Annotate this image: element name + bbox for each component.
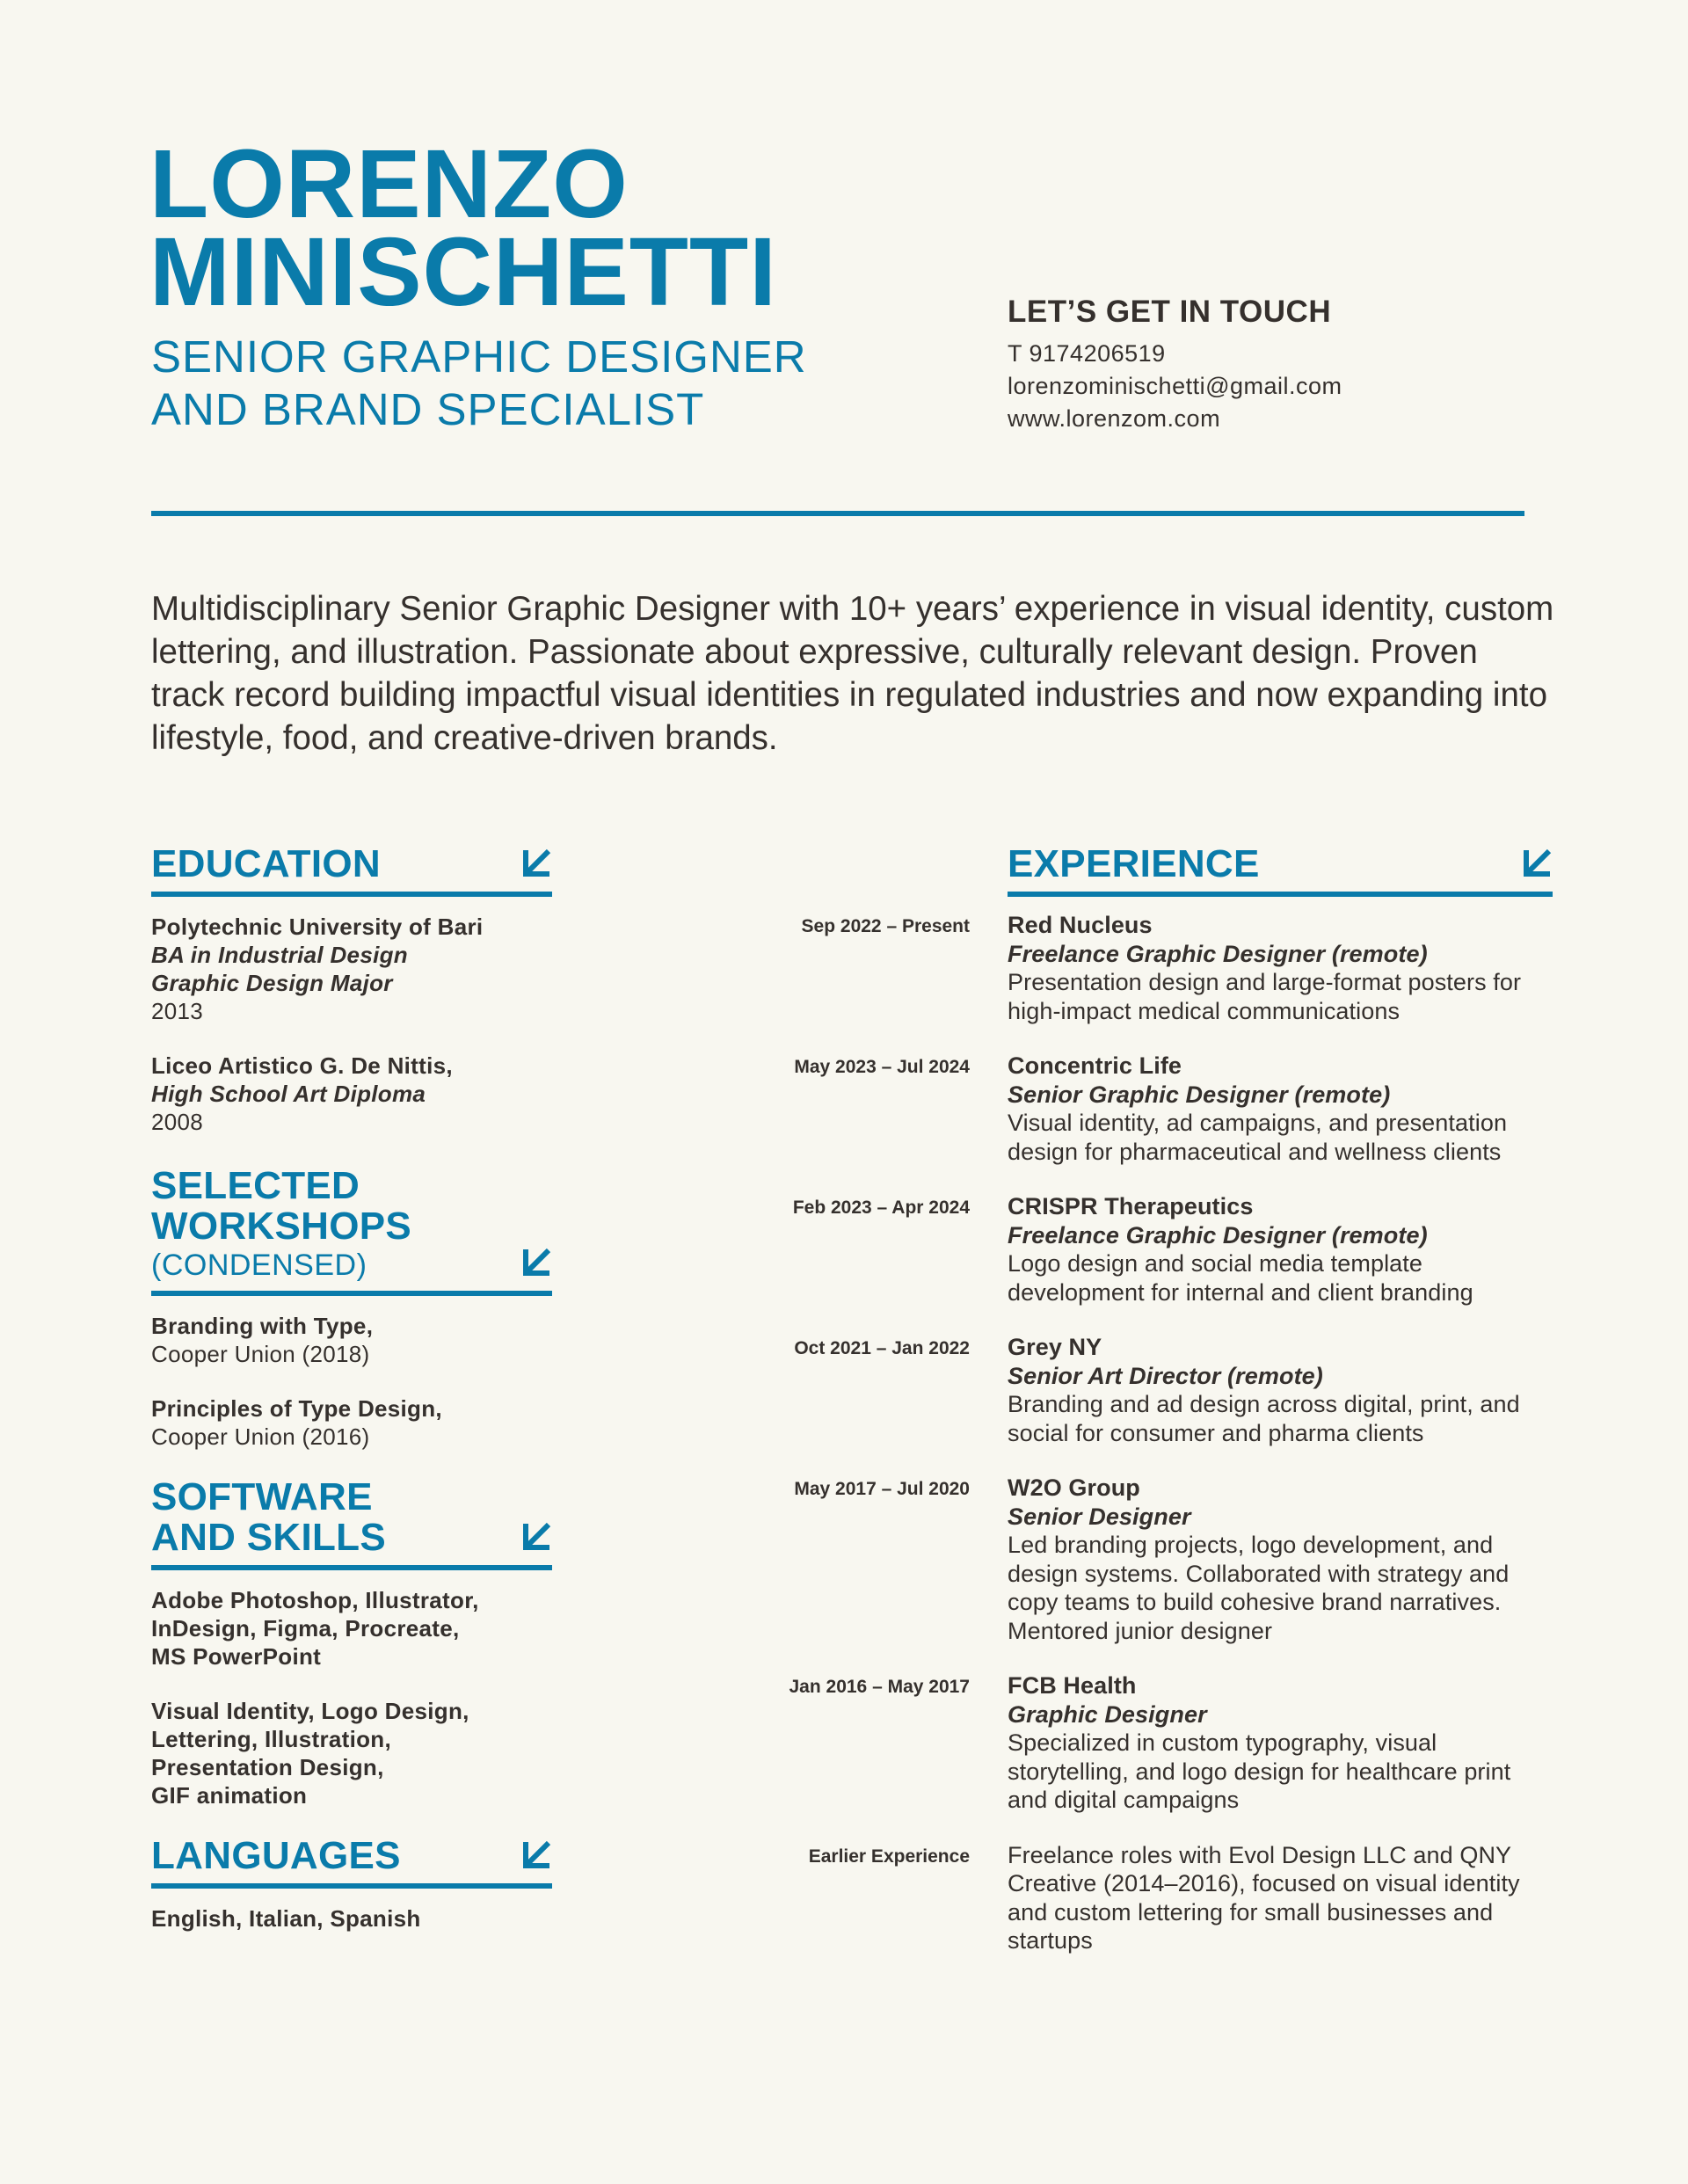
contact-block (1008, 290, 1342, 435)
workshop-item (151, 1312, 552, 1368)
job-title (151, 331, 807, 436)
name-second-line: MINISCHETTI (149, 218, 777, 326)
experience-role: Senior Graphic Designer (remote) (1008, 1081, 1391, 1108)
languages-section (151, 1836, 552, 1933)
skills-list (151, 1697, 552, 1809)
skills-header (151, 1477, 552, 1570)
experience-description: Presentation design and large-format posters for high-impact medical communications (1008, 969, 1522, 1024)
languages-text: English, Italian, Spanish (151, 1905, 421, 1932)
arrow-down-left-icon (522, 1247, 552, 1277)
languages-header (151, 1836, 552, 1889)
languages-list (151, 1904, 552, 1933)
experience-company: Red Nucleus (1008, 912, 1153, 938)
skill-line: Presentation Design, (151, 1754, 384, 1780)
experience-description: Freelance roles with Evol Design LLC and QNY Creative (2014–2016), focused on visual identity and custom lettering for small businesses and startups (1008, 1841, 1520, 1954)
job-title-line-1: SENIOR GRAPHIC DESIGNER (151, 331, 807, 382)
languages-title: LANGUAGES (151, 1834, 401, 1877)
contact-phone: T 9174206519 (1008, 340, 1166, 367)
workshop-detail: Cooper Union (2018) (151, 1341, 370, 1367)
arrow-down-left-icon (522, 1521, 552, 1551)
education-degree: BA in Industrial Design (151, 942, 408, 968)
experience-description: Specialized in custom typography, visual storytelling, and logo design for healthcare print and digital campaigns (1008, 1729, 1511, 1813)
profile-summary: Multidisciplinary Senior Graphic Designer with 10+ years’ experience in visual identity, custom lettering, and illustration. Passionate about expressive, culturally relevant design. Proven track record building impactful visual identities in regulated industries and now expanding into lifestyle, food, and creative-driven brands. (151, 590, 1554, 757)
experience-company: CRISPR Therapeutics (1008, 1193, 1254, 1219)
experience-details (1008, 1841, 1553, 1955)
experience-role: Freelance Graphic Designer (remote) (1008, 940, 1428, 967)
contact-email-link[interactable]: lorenzominischetti@gmail.com (1008, 373, 1342, 399)
education-item (151, 1052, 552, 1136)
education-degree: High School Art Diploma (151, 1081, 426, 1107)
experience-dates: Earlier Experience (808, 1845, 970, 1867)
skill-line: GIF animation (151, 1782, 308, 1809)
experience-item (753, 1052, 1553, 1166)
contact-website-link[interactable]: www.lorenzom.com (1008, 405, 1221, 432)
candidate-name (149, 130, 777, 326)
experience-title: EXPERIENCE (1008, 842, 1260, 885)
name-first-line: LORENZO (149, 130, 629, 238)
education-year: 2008 (151, 1109, 204, 1135)
workshops-title-line-2: WORKSHOPS (151, 1205, 412, 1248)
experience-description: Led branding projects, logo development, and design systems. Collaborated with strategy and copy teams to build cohesive brand narratives. Mentored junior designer (1008, 1532, 1510, 1644)
experience-dates: Jan 2016 – May 2017 (789, 1677, 970, 1697)
education-major: Graphic Design Major (151, 970, 393, 996)
skill-line: InDesign, Figma, Procreate, (151, 1615, 460, 1642)
arrow-down-left-icon (522, 848, 552, 877)
experience-item (753, 911, 1553, 1025)
arrow-down-left-icon (1523, 848, 1553, 877)
experience-details (1008, 1671, 1553, 1815)
arrow-down-left-icon (522, 1839, 552, 1869)
workshop-detail: Cooper Union (2016) (151, 1423, 370, 1450)
experience-item (753, 1192, 1553, 1307)
education-item (151, 913, 552, 1025)
experience-details (1008, 1052, 1553, 1166)
workshops-section (151, 1166, 552, 1451)
experience-description: Branding and ad design across digital, print, and social for consumer and pharma clients (1008, 1391, 1520, 1446)
skill-line: MS PowerPoint (151, 1643, 322, 1670)
skill-line: Adobe Photoshop, Illustrator, (151, 1587, 479, 1613)
education-year: 2013 (151, 998, 204, 1024)
workshops-header (151, 1166, 552, 1296)
workshop-item (151, 1394, 552, 1451)
workshops-title-line-1: SELECTED (151, 1164, 360, 1207)
job-title-line-2: AND BRAND SPECIALIST (151, 384, 705, 434)
skill-line: Visual Identity, Logo Design, (151, 1698, 469, 1724)
workshops-subtitle: (CONDENSED) (151, 1249, 367, 1282)
experience-company: FCB Health (1008, 1672, 1137, 1699)
experience-item-earlier (753, 1841, 1553, 1955)
experience-company: Grey NY (1008, 1334, 1102, 1360)
experience-item (753, 1671, 1553, 1815)
skills-title-line-1: SOFTWARE (151, 1475, 373, 1518)
header-divider (151, 511, 1524, 516)
experience-description: Logo design and social media template development for internal and client branding (1008, 1250, 1473, 1306)
experience-description: Visual identity, ad campaigns, and presentation design for pharmaceutical and wellness clients (1008, 1110, 1508, 1165)
education-section (151, 844, 552, 1136)
experience-details (1008, 1192, 1553, 1307)
experience-role: Senior Art Director (remote) (1008, 1362, 1323, 1389)
workshops-title (151, 1166, 552, 1247)
workshop-name: Branding with Type, (151, 1313, 374, 1339)
experience-details (1008, 911, 1553, 1025)
experience-details (1008, 1333, 1553, 1447)
education-school: Liceo Artistico G. De Nittis, (151, 1052, 453, 1079)
experience-details (1008, 1474, 1553, 1645)
skills-title-line-2: AND SKILLS (151, 1516, 386, 1559)
contact-heading: LET’S GET IN TOUCH (1008, 295, 1332, 329)
experience-role: Freelance Graphic Designer (remote) (1008, 1221, 1428, 1249)
experience-dates: May 2017 – Jul 2020 (794, 1479, 970, 1499)
experience-dates: May 2023 – Jul 2024 (794, 1057, 970, 1077)
experience-header (1008, 844, 1553, 897)
experience-dates: Oct 2021 – Jan 2022 (794, 1338, 970, 1358)
experience-role: Graphic Designer (1008, 1700, 1207, 1728)
experience-item (753, 1333, 1553, 1447)
skill-line: Lettering, Illustration, (151, 1726, 391, 1752)
experience-dates: Sep 2022 – Present (801, 916, 970, 936)
software-list (151, 1586, 552, 1671)
education-header (151, 844, 552, 897)
right-column (753, 844, 1553, 1982)
workshop-name: Principles of Type Design, (151, 1395, 442, 1422)
education-school: Polytechnic University of Bari (151, 914, 484, 940)
skills-section (151, 1477, 552, 1809)
experience-dates: Feb 2023 – Apr 2024 (792, 1198, 970, 1218)
skills-title (151, 1477, 552, 1558)
left-column (151, 844, 552, 1933)
education-title: EDUCATION (151, 842, 381, 885)
experience-company: W2O Group (1008, 1474, 1140, 1501)
experience-company: Concentric Life (1008, 1052, 1182, 1079)
experience-role: Senior Designer (1008, 1503, 1191, 1530)
experience-item (753, 1474, 1553, 1645)
